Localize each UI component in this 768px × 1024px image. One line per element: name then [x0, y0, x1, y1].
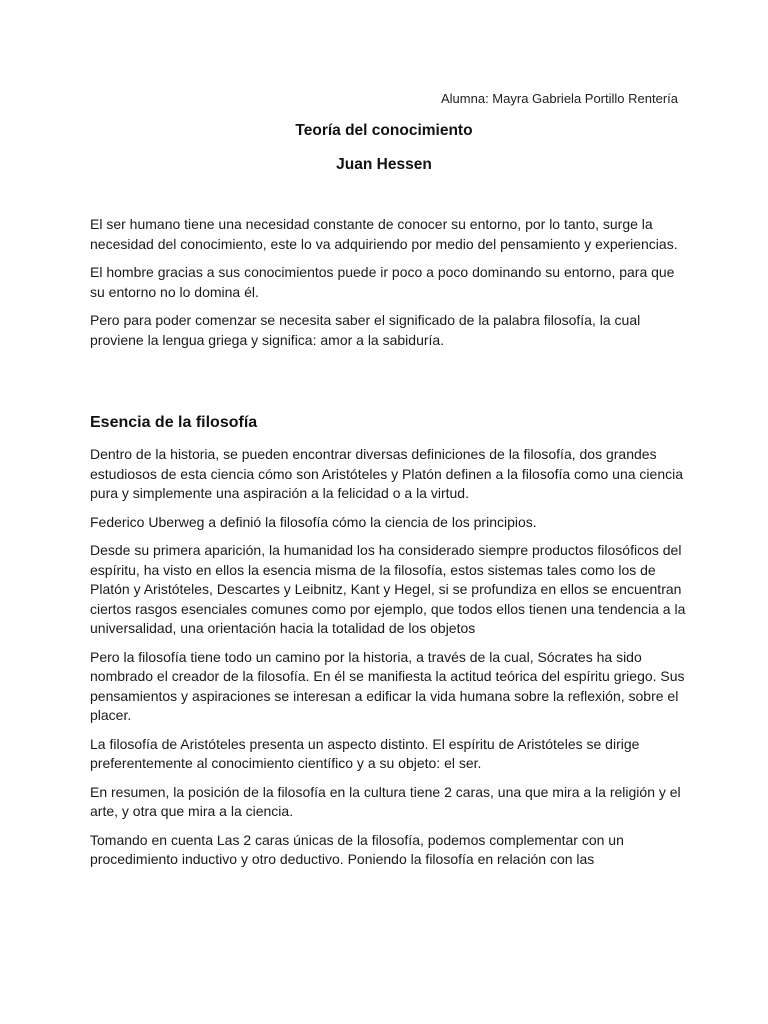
document-subtitle: Juan Hessen: [336, 156, 432, 173]
document-title: Teoría del conocimiento: [295, 122, 473, 139]
paragraph: Pero la filosofía tiene todo un camino por la historia, a través de la cual, Sócrates ha sido nombrado el creador de la filosofía. En él se manifiesta la actitud teórica del espíritu griego. Sus pensamientos y aspiraciones se interesan a edificar la vida humana sobre la reflexión, sobre el placer.: [90, 648, 685, 723]
paragraph: En resumen, la posición de la filosofía en la cultura tiene 2 caras, una que mira a la religión y el arte, y otra que mira a la ciencia.: [90, 783, 681, 819]
paragraph: El ser humano tiene una necesidad constante de conocer su entorno, por lo tanto, surge la necesidad del conocimiento, este lo va adquiriendo por medio del pensamiento y experiencias.: [90, 216, 678, 252]
paragraph: Federico Uberweg a definió la filosofía cómo la ciencia de los principios.: [90, 513, 537, 530]
intro-section: [90, 215, 690, 359]
paragraph: Pero para poder comenzar se necesita saber el significado de la palabra filosofía, la cual proviene la lengua griega y significa: amor a la sabiduría.: [90, 312, 641, 348]
paragraph: Dentro de la historia, se pueden encontrar diversas definiciones de la filosofía, dos grandes estudiosos de esta ciencia cómo son Aristóteles y Platón definen a la filosofía como una ciencia pura y simplemente una aspiración a la felicidad o a la virtud.: [90, 446, 684, 501]
author-line: Alumna: Mayra Gabriela Portillo Rentería: [441, 91, 678, 106]
paragraph: El hombre gracias a sus conocimientos puede ir poco a poco dominando su entorno, para que su entorno no lo domina él.: [90, 264, 675, 300]
paragraph: La filosofía de Aristóteles presenta un aspecto distinto. El espíritu de Aristóteles se dirige preferentemente al conocimiento científico y a su objeto: el ser.: [90, 735, 640, 771]
section-heading: Esencia de la filosofía: [90, 414, 258, 431]
paragraph: Tomando en cuenta Las 2 caras únicas de la filosofía, podemos complementar con un procedimiento inductivo y otro deductivo. Poniendo la filosofía en relación con las: [90, 831, 624, 867]
section-body: [90, 445, 690, 879]
paragraph: Desde su primera aparición, la humanidad los ha considerado siempre productos filosóficos del espíritu, ha visto en ellos la esencia misma de la filosofía, estos sistemas tales como los de Platón y Aristóteles, Descartes y Leibnitz, Kant y Hegel, si se profundiza en ellos se encuentran ciertos rasgos esenciales comunes como por ejemplo, que todos ellos tienen una tendencia a la universalidad, una orientación hacia la totalidad de los objetos: [90, 542, 686, 636]
